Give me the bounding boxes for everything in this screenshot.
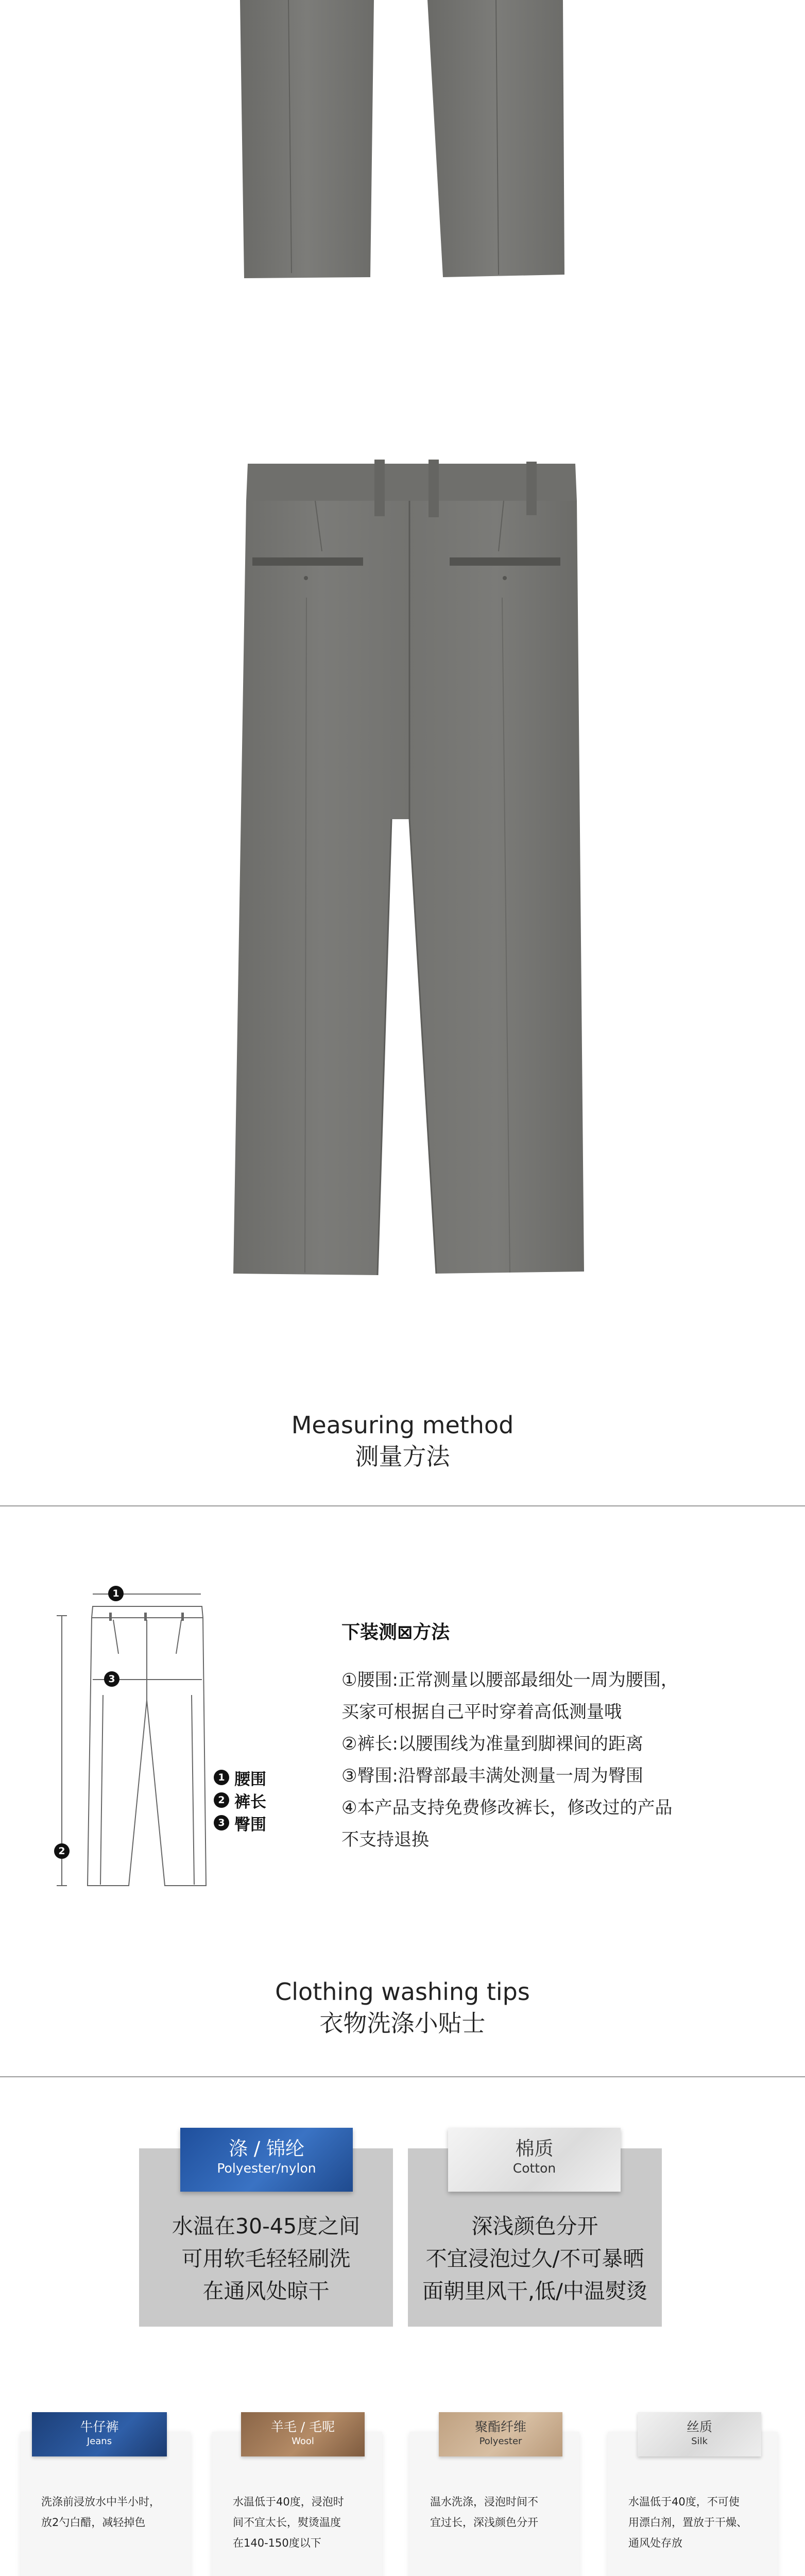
- care-text-line: 深浅颜色分开: [471, 2214, 598, 2239]
- legend-item-length: 2 裤长: [214, 1789, 266, 1811]
- care-text-line: 水温低于40度，浸泡时: [233, 2496, 344, 2508]
- tag-label-cn: 羊毛 / 毛呢: [270, 2419, 335, 2434]
- legend-item-hip: 3 臀围: [214, 1811, 266, 1834]
- wool-fabric-icon: [241, 2412, 365, 2456]
- instruction-line: 不支持退换: [341, 1829, 429, 1850]
- product-photo-back: [0, 443, 805, 1298]
- polyester-fabric-icon: [180, 2128, 353, 2192]
- instruction-line: ④本产品支持免费修改裤长，修改过的产品: [341, 1798, 673, 1818]
- measuring-title-cn: 测量方法: [355, 1442, 450, 1470]
- care-text-line: 洗涤前浸放水中半小时，: [41, 2496, 160, 2508]
- marker-waist: 1: [108, 1586, 124, 1601]
- marker-length: 2: [54, 1843, 70, 1859]
- measuring-heading: 下装测⊠方法: [341, 1622, 450, 1643]
- product-photo-front-bottom: [0, 0, 805, 319]
- tag-label-cn: 聚酯纤维: [474, 2419, 526, 2434]
- tag-label-en: Wool: [292, 2436, 314, 2447]
- polyester-fiber-icon: [439, 2412, 562, 2456]
- care-text-line: 温水洗涤，浸泡时间不: [430, 2496, 538, 2508]
- legend-item-waist: 1 腰围: [214, 1766, 266, 1789]
- care-text-line: 间不宜太长，熨烫温度: [233, 2516, 341, 2529]
- tag-label-cn: 棉质: [515, 2138, 554, 2160]
- tag-label-en: Polyester: [479, 2436, 522, 2447]
- silk-fabric-icon: [638, 2412, 761, 2456]
- care-text-line: 水温低于40度，不可使: [628, 2496, 740, 2508]
- jeans-fabric-icon: [32, 2412, 167, 2456]
- instruction-line: 买家可根据自己平时穿着高低测量哦: [341, 1702, 622, 1722]
- care-text-line: 面朝里风干,低/中温熨烫: [422, 2279, 647, 2303]
- washing-title-cn: 衣物洗涤小贴士: [319, 2009, 486, 2037]
- care-text-line: 用漂白剂，置放于干燥、: [628, 2516, 747, 2529]
- washing-title-en: Clothing washing tips: [275, 1978, 530, 2006]
- instruction-line: ②裤长:以腰围线为准量到脚裸间的距离: [341, 1734, 643, 1754]
- pants-measurement-diagram: [41, 1577, 221, 1896]
- care-text-line: 在140-150度以下: [233, 2537, 321, 2549]
- care-text-line: 水温在30-45度之间: [172, 2214, 361, 2239]
- measurement-legend: [214, 1766, 266, 1834]
- tag-label-cn: 涤 / 锦纶: [229, 2138, 304, 2160]
- measuring-title-en: Measuring method: [291, 1411, 514, 1439]
- tag-label-cn: 牛仔裤: [80, 2419, 119, 2434]
- instruction-line: ③臀围:沿臀部最丰满处测量一周为臀围: [341, 1766, 643, 1786]
- care-text-line: 通风处存放: [628, 2537, 682, 2549]
- tag-label-cn: 丝质: [686, 2419, 712, 2434]
- measuring-instructions: [341, 1664, 678, 1856]
- marker-hip: 3: [104, 1671, 119, 1687]
- cotton-fabric-icon: [448, 2128, 621, 2192]
- measuring-section-title: [0, 1411, 805, 1472]
- care-text-line: 放2勺白醋，减轻掉色: [41, 2516, 146, 2529]
- care-text-line: 不宜浸泡过久/不可暴晒: [425, 2246, 644, 2271]
- divider: [0, 1505, 805, 1506]
- washing-section-title: [0, 1977, 805, 2039]
- care-text-line: 可用软毛轻轻刷洗: [181, 2246, 351, 2271]
- tag-label-en: Silk: [691, 2436, 708, 2447]
- care-text-line: 在通风处晾干: [202, 2279, 330, 2303]
- tag-label-en: Jeans: [87, 2436, 112, 2447]
- care-text-line: 宜过长，深浅颜色分开: [430, 2516, 538, 2529]
- divider: [0, 2076, 805, 2077]
- tag-label-en: Polyester/nylon: [217, 2161, 316, 2176]
- instruction-line: ①腰围:正常测量以腰部最细处一周为腰围，: [341, 1670, 678, 1690]
- tag-label-en: Cotton: [512, 2161, 556, 2176]
